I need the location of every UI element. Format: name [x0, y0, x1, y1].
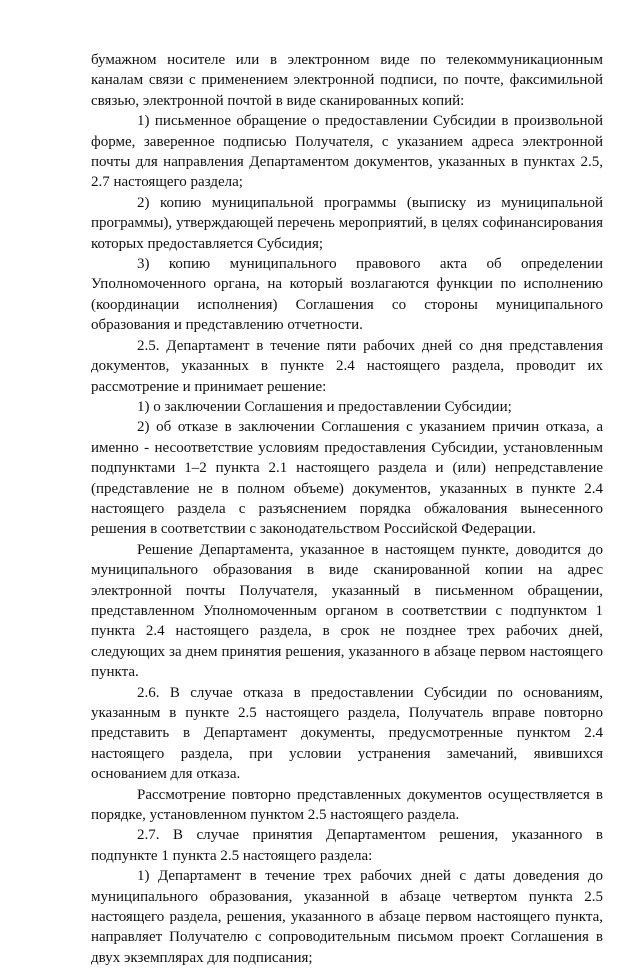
- paragraph-2-5-item-2: 2) об отказе в заключении Соглашения с указанием причин отказа, а именно - несоответствие условиям предоставления Субсидии, установленным подпунктами 1–2 пункта 2.1 настоящего раздела и (или) непредставление (представление не в полном объеме) документов, указанных в пункте 2.4 настоящего раздела с разъяснением порядка обжалования вынесенного решения в соответствии с законодательством Российской Федерации.: [91, 419, 603, 538]
- document-body: [91, 50, 603, 968]
- paragraph-2-6: 2.6. В случае отказа в предоставлении Субсидии по основаниям, указанным в пункте 2.5 настоящего раздела, Получатель вправе повторно представить в Департамент документы, предусмотренные пунктом 2.4 настоящего раздела, при условии устранения замечаний, явившихся основанием для отказа.: [91, 684, 603, 783]
- paragraph-2-5: 2.5. Департамент в течение пяти рабочих дней со дня представления документов, указанных в пункте 2.4 настоящего раздела, проводит их рассмотрение и принимает решение:: [91, 337, 603, 395]
- paragraph-decision-notice: Решение Департамента, указанное в настоящем пункте, доводится до муниципального образования в виде сканированной копии на адрес электронной почты Получателя, указанный в письменном обращении, представленном Уполномоченным органом в соответствии с подпунктом 1 пункта 2.4 настоящего раздела, в срок не позднее трех рабочих дней, следующих за днем принятия решения, указанного в абзаце первом настоящего пункта.: [91, 541, 603, 681]
- paragraph-2-7-item-1: 1) Департамент в течение трех рабочих дней с даты доведения до муниципального образования, указанной в абзаце четвертом пункта 2.5 настоящего раздела, решения, указанного в абзаце первом настоящего пункта, направляет Получателю с сопроводительным письмом проект Соглашения в двух экземплярах для подписания;: [91, 868, 603, 966]
- paragraph-item-1-written-request: 1) письменное обращение о предоставлении Субсидии в произвольной форме, заверенное подписью Получателя, с указанием адреса электронной почты для направления Департаментом документов, указанных в пунктах 2.5, 2.7 настоящего раздела;: [91, 113, 603, 191]
- paragraph-item-3-legal-act-copy: 3) копию муниципального правового акта об определении Уполномоченного органа, на который возлагаются функции по исполнению (координации исполнения) Соглашения со стороны муниципального образования и представлению отчетности.: [91, 256, 603, 334]
- paragraph-2-7: 2.7. В случае принятия Департаментом решения, указанного в подпункте 1 пункта 2.5 настоящего раздела:: [91, 827, 603, 864]
- paragraph-item-2-program-copy: 2) копию муниципальной программы (выписку из муниципальной программы), утверждающей перечень мероприятий, в целях софинансирования которых предоставляется Субсидия;: [91, 194, 603, 252]
- paragraph-resubmission: Рассмотрение повторно представленных документов осуществляется в порядке, установленном пунктом 2.5 настоящего раздела.: [91, 786, 603, 824]
- paragraph-continuation: бумажном носителе или в электронном виде по телекоммуникационным каналам связи с применением электронной подписи, по почте, факсимильной связью, электронной почтой в виде сканированных копий:: [91, 52, 603, 109]
- paragraph-2-5-item-1: 1) о заключении Соглашения и предоставлении Субсидии;: [137, 398, 512, 415]
